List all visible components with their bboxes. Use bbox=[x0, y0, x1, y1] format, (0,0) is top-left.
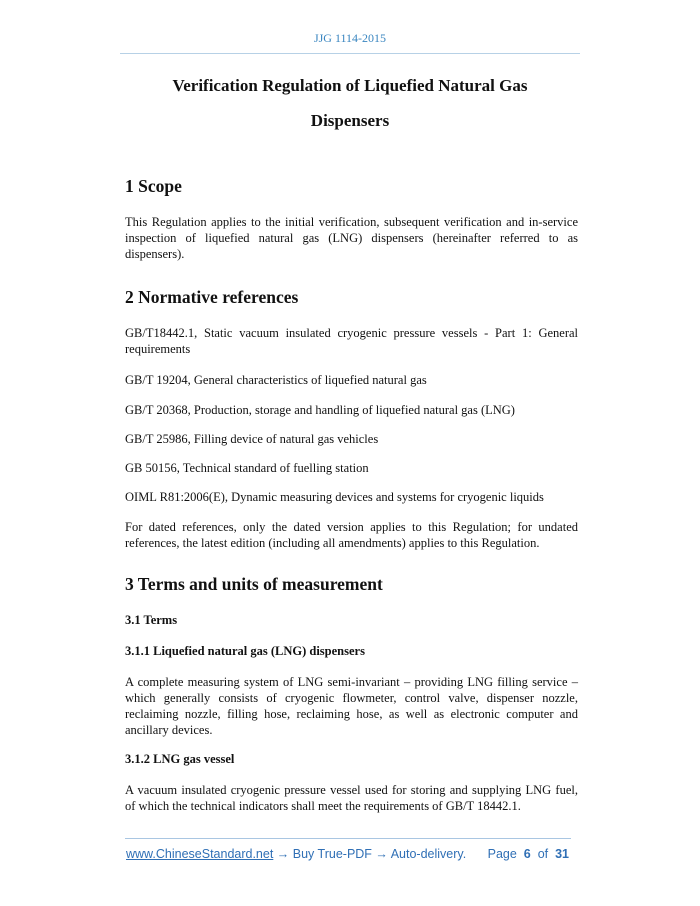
footer bbox=[126, 847, 571, 861]
reference-item: GB 50156, Technical standard of fuelling station bbox=[125, 461, 369, 475]
footer-divider bbox=[125, 838, 571, 839]
document-code-header: JJG 1114-2015 bbox=[313, 31, 387, 45]
page-label: Page bbox=[487, 847, 517, 861]
subsection-heading-terms: 3.1 Terms bbox=[125, 613, 178, 627]
scope-paragraph: This Regulation applies to the initial verification, subsequent verification and in-service inspection of liquefied natural gas (LNG) dispensers (hereinafter referred to as dispensers). bbox=[125, 215, 578, 261]
page-indicator bbox=[488, 847, 569, 861]
current-page: 6 bbox=[523, 847, 531, 861]
term-heading-lng-dispensers: 3.1.1 Liquefied natural gas (LNG) dispensers bbox=[125, 644, 365, 658]
section-heading-normative: 2 Normative references bbox=[125, 287, 299, 307]
footer-promo-text: → Buy True-PDF → Auto-delivery. bbox=[273, 847, 467, 861]
term-heading-lng-vessel: 3.1.2 LNG gas vessel bbox=[125, 752, 235, 766]
document-title-line2: Dispensers bbox=[310, 111, 390, 130]
section-heading-terms: 3 Terms and units of measurement bbox=[125, 574, 383, 594]
document-title-line1: Verification Regulation of Liquefied Natural Gas bbox=[172, 76, 528, 95]
reference-item: GB/T 19204, General characteristics of liquefied natural gas bbox=[125, 373, 427, 387]
of-label: of bbox=[537, 847, 549, 861]
header-divider bbox=[120, 53, 580, 54]
term-definition-lng-vessel: A vacuum insulated cryogenic pressure vessel used for storing and supplying LNG fuel, of which the technical indicators shall meet the requirements of GB/T 18442.1. bbox=[125, 783, 578, 813]
term-definition-lng-dispensers: A complete measuring system of LNG semi-invariant – providing LNG filling service – which generally consists of cryogenic flowmeter, control valve, dispenser nozzle, reclaiming nozzle, filling hose, reclaiming hose, as well as electronic computer and ancillary devices. bbox=[125, 675, 578, 737]
dated-references-note: For dated references, only the dated version applies to this Regulation; for undated references, the latest edition (including all amendments) applies to this Regulation. bbox=[125, 520, 578, 550]
total-pages: 31 bbox=[555, 847, 569, 861]
reference-item: OIML R81:2006(E), Dynamic measuring devices and systems for cryogenic liquids bbox=[125, 490, 544, 504]
reference-item: GB/T 20368, Production, storage and handling of liquefied natural gas (LNG) bbox=[125, 403, 515, 417]
website-link[interactable]: www.ChineseStandard.net bbox=[126, 847, 274, 861]
reference-item: GB/T18442.1, Static vacuum insulated cryogenic pressure vessels - Part 1: General requirements bbox=[125, 326, 578, 356]
reference-item: GB/T 25986, Filling device of natural gas vehicles bbox=[125, 432, 379, 446]
section-heading-scope: 1 Scope bbox=[125, 176, 182, 196]
